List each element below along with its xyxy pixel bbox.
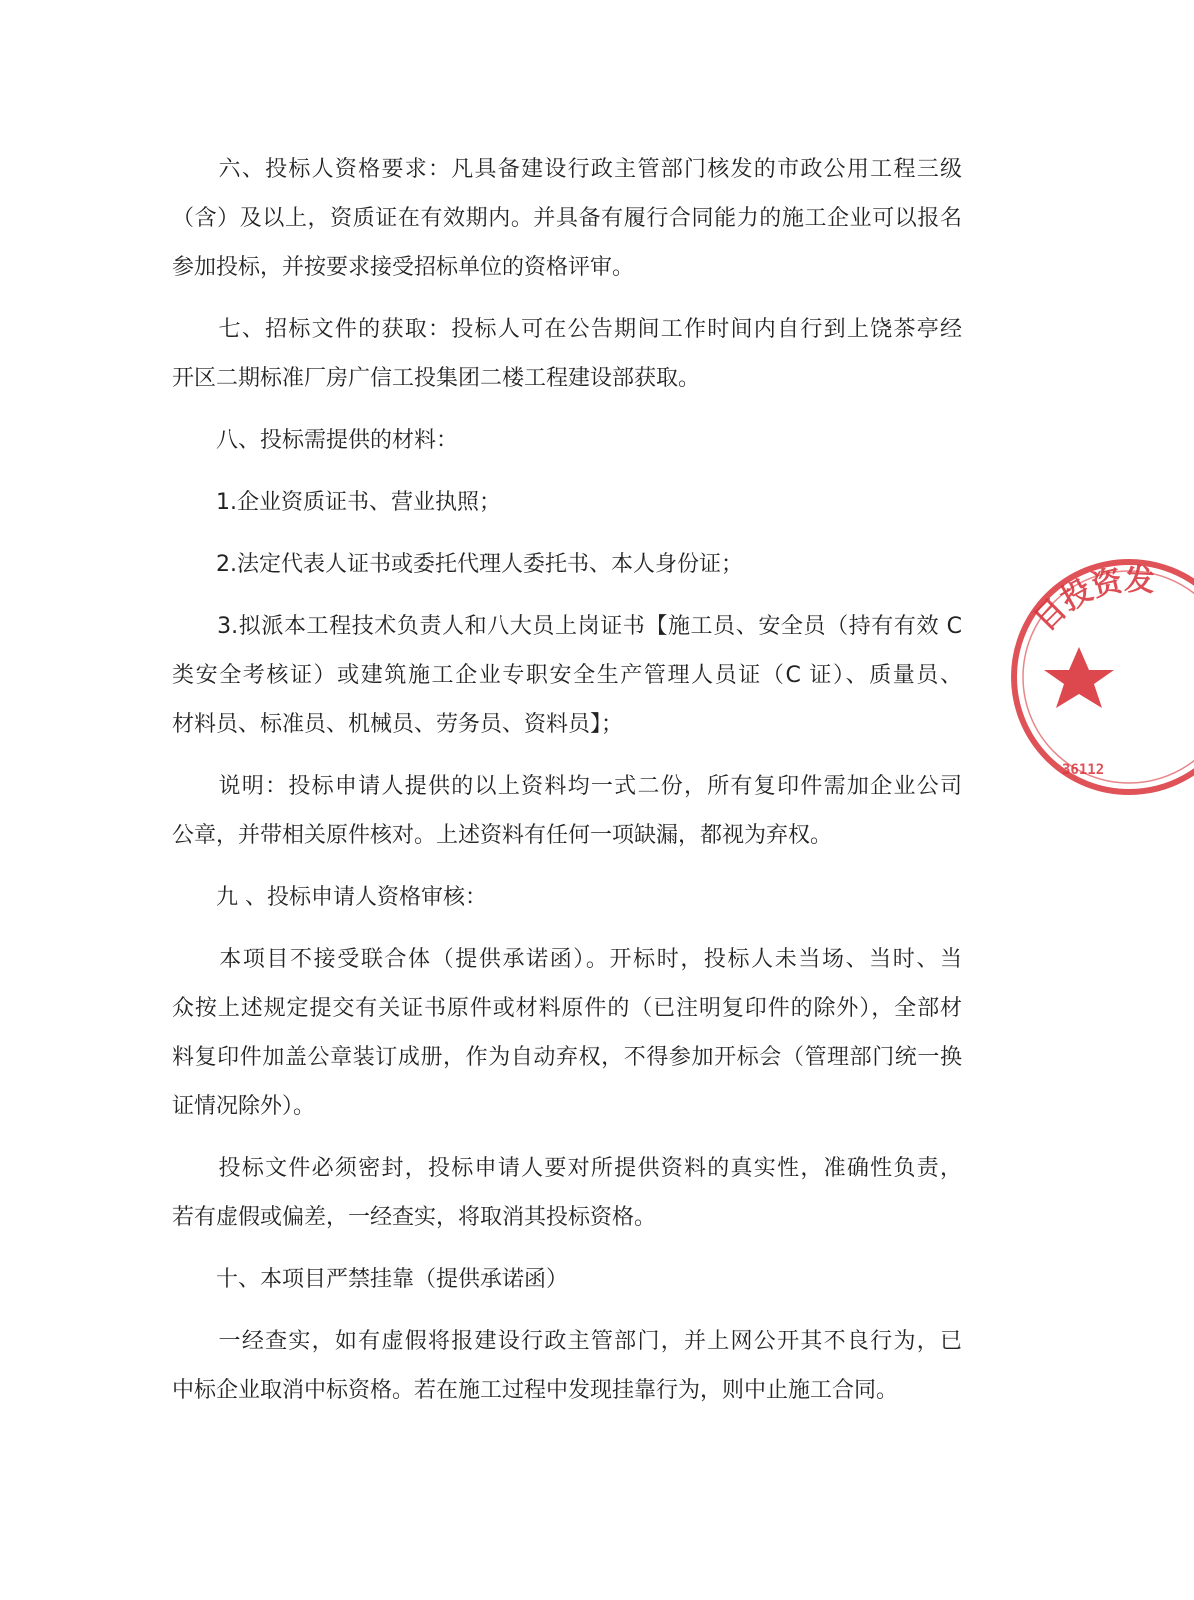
- list-item: 1.企业资质证书、营业执照；: [172, 490, 501, 515]
- text-line: 证情况除外）。: [172, 1094, 316, 1119]
- seal-text: 目投资发: [1027, 562, 1156, 639]
- text-line: 中标企业取消中标资格。若在施工过程中发现挂靠行为，则中止施工合同。: [172, 1378, 899, 1403]
- text-line: 开区二期标准厂房广信工投集团二楼工程建设部获取。: [172, 366, 701, 391]
- text-line: 若有虚假或偏差，一经查实，将取消其投标资格。: [172, 1205, 657, 1230]
- text-line: 七、招标文件的获取：投标人可在公告期间工作时间内自行到上饶茶亭经: [172, 317, 962, 342]
- section-heading: 十、本项目严禁挂靠（提供承诺函）: [172, 1267, 569, 1292]
- official-seal-stamp: [1004, 552, 1194, 802]
- text-line: 材料员、标准员、机械员、劳务员、资料员】；: [172, 712, 624, 737]
- seal-number: 36112: [1062, 762, 1105, 778]
- text-line: 公章，并带相关原件核对。上述资料有任何一项缺漏，都视为弃权。: [172, 823, 833, 848]
- text-line: 投标文件必须密封，投标申请人要对所提供资料的真实性，准确性负责，: [172, 1156, 962, 1181]
- list-item: 2.法定代表人证书或委托代理人委托书、本人身份证；: [172, 552, 743, 577]
- text-line: 本项目不接受联合体（提供承诺函）。开标时，投标人未当场、当时、当: [172, 947, 962, 972]
- seal-star-icon: [1044, 647, 1114, 708]
- text-line: 众按上述规定提交有关证书原件或材料原件的（已注明复印件的除外），全部材: [172, 996, 962, 1021]
- section-heading: 八、投标需提供的材料：: [172, 428, 459, 453]
- text-line: 料复印件加盖公章装订成册，作为自动弃权，不得参加开标会（管理部门统一换: [172, 1045, 962, 1070]
- text-line: （含）及以上，资质证在有效期内。并具备有履行合同能力的施工企业可以报名: [172, 206, 962, 231]
- text-line: 参加投标，并按要求接受招标单位的资格评审。: [172, 255, 635, 280]
- text-line: 类安全考核证）或建筑施工企业专职安全生产管理人员证（C 证）、质量员、: [172, 663, 962, 688]
- section-heading: 九 、投标申请人资格审核：: [172, 885, 487, 910]
- list-item: 3.拟派本工程技术负责人和八大员上岗证书【施工员、安全员（持有有效 C: [172, 614, 962, 639]
- text-line: 说明：投标申请人提供的以上资料均一式二份，所有复印件需加企业公司: [172, 774, 962, 799]
- text-line: 一经查实，如有虚假将报建设行政主管部门，并上网公开其不良行为，已: [172, 1329, 962, 1354]
- text-line: 六、投标人资格要求：凡具备建设行政主管部门核发的市政公用工程三级: [172, 157, 962, 182]
